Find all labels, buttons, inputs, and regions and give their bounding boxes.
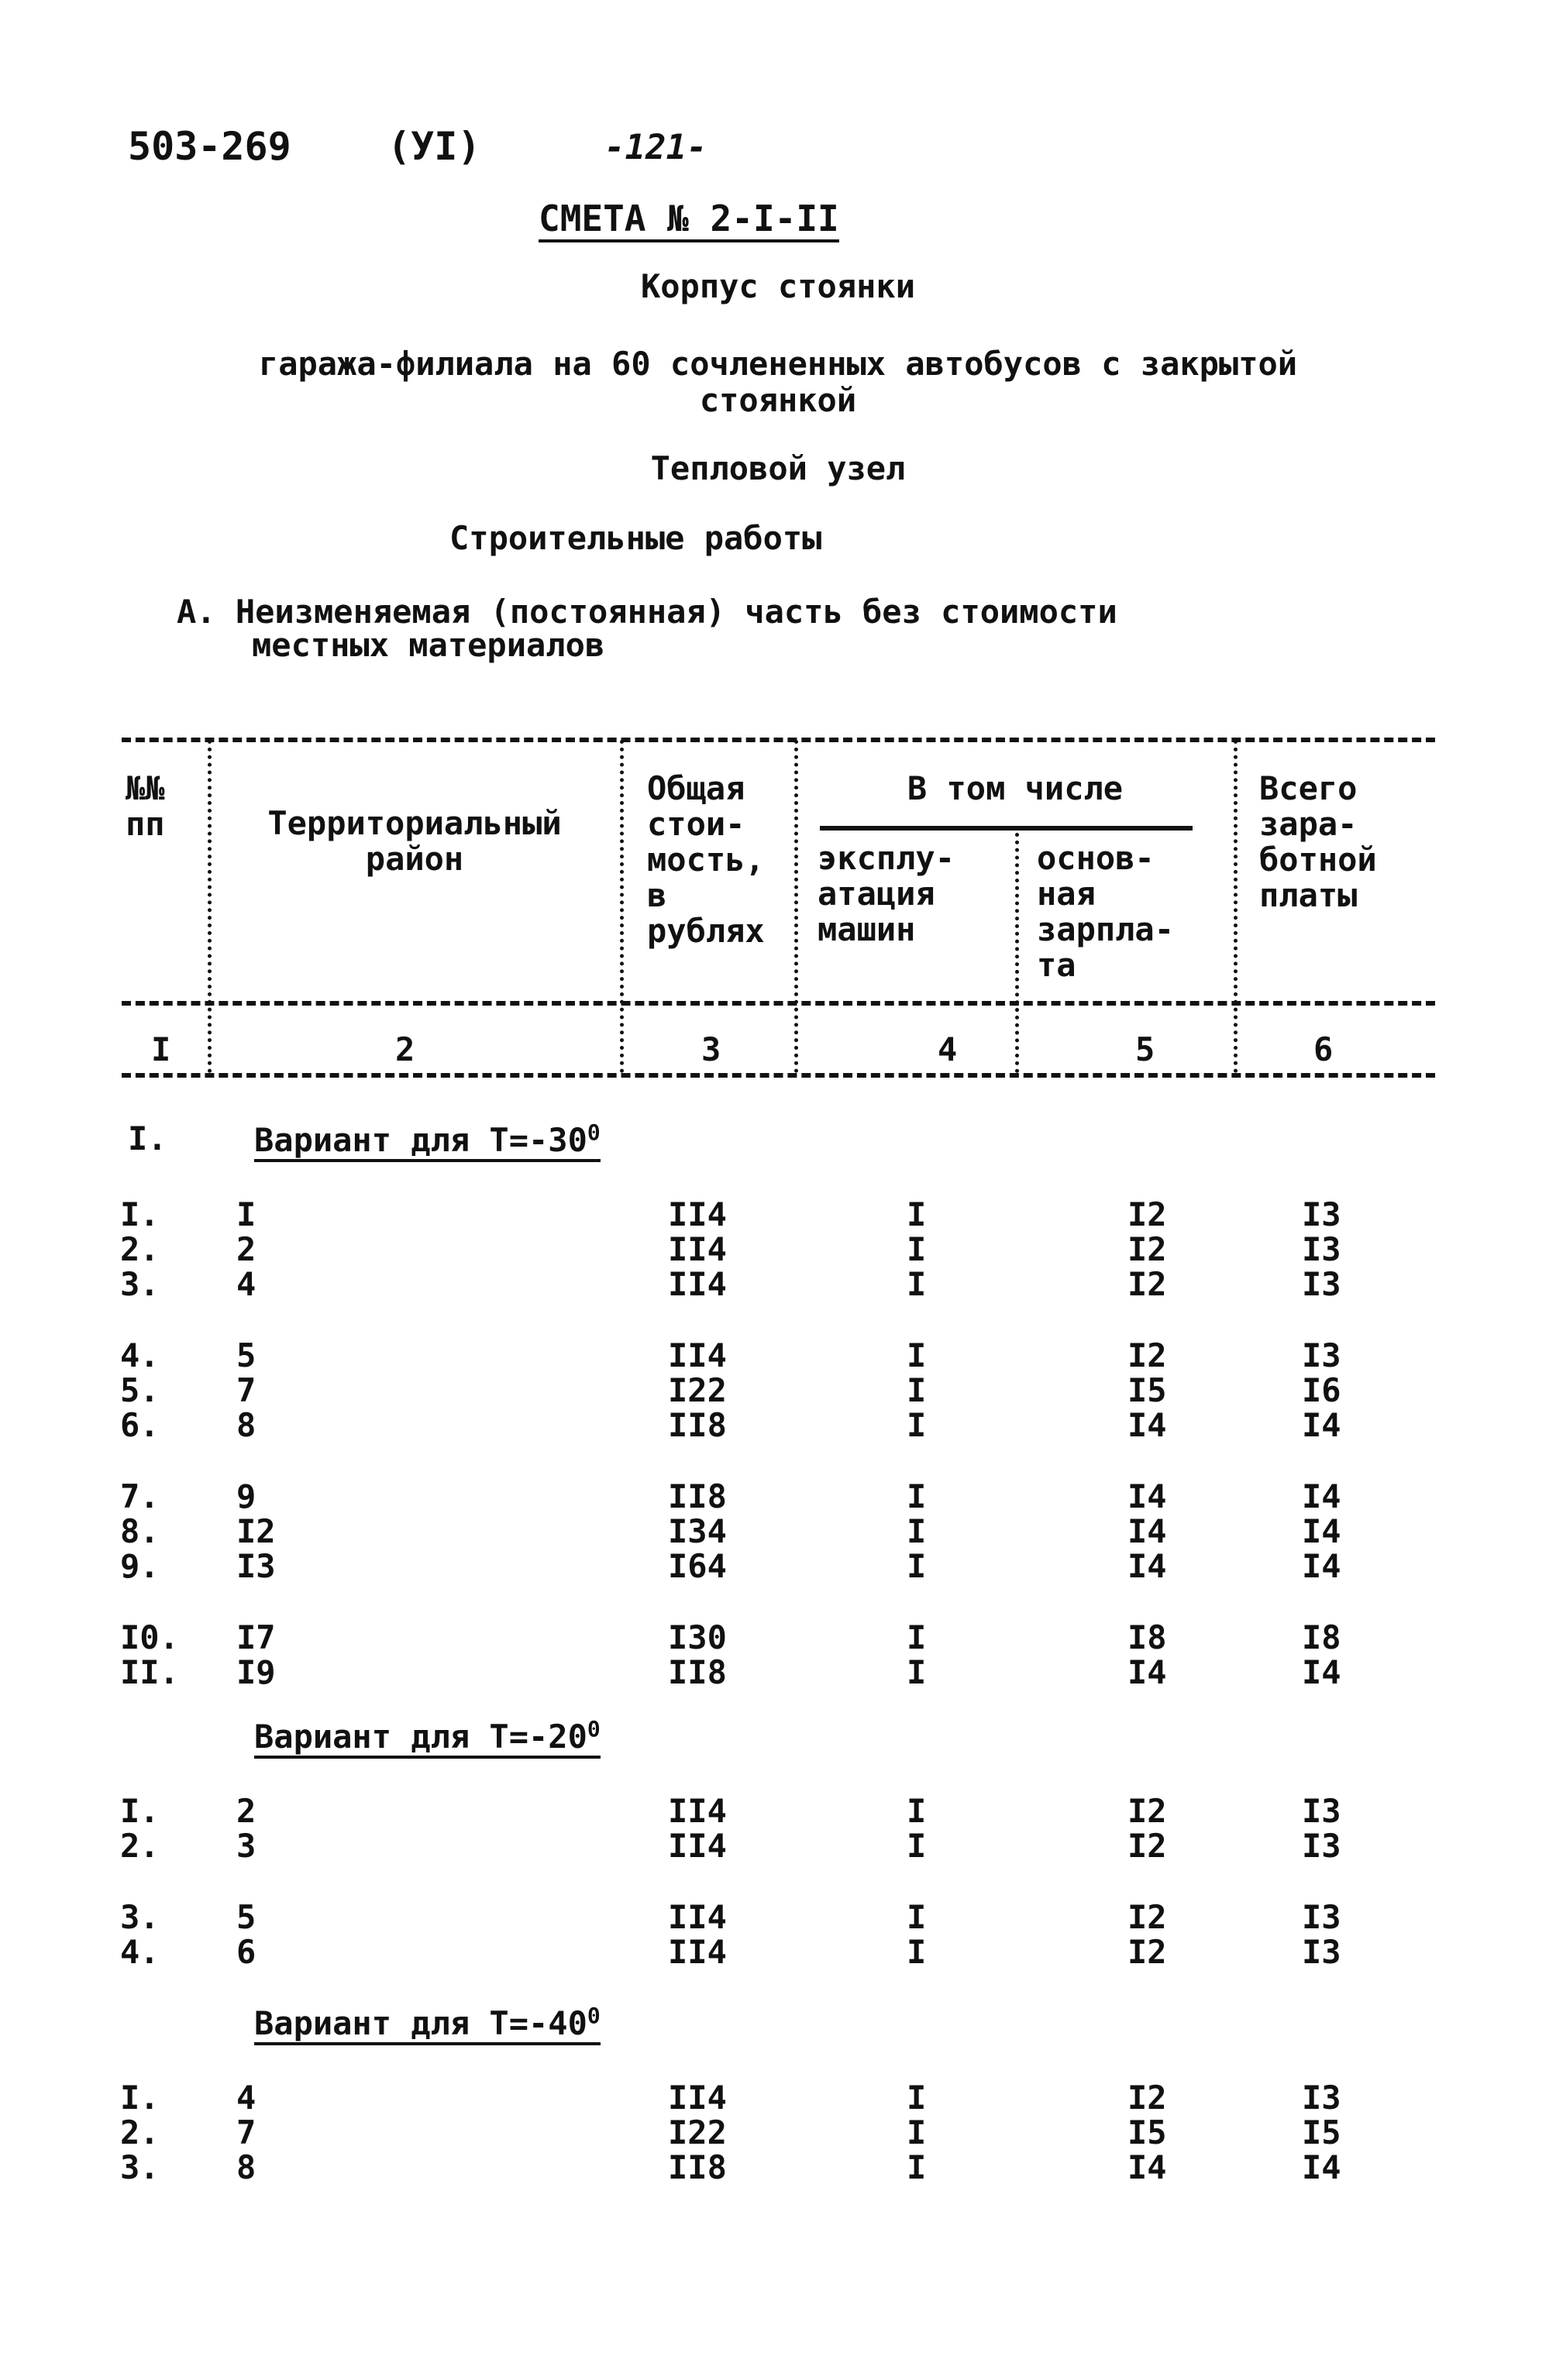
district: 8 — [236, 2148, 256, 2186]
district: 6 — [236, 1933, 256, 1971]
machines: I — [907, 1898, 927, 1936]
col-divider — [208, 740, 212, 1073]
total-cost: II8 — [668, 1406, 727, 1444]
total-wages: I6 — [1302, 1371, 1341, 1409]
wages: I8 — [1127, 1618, 1167, 1656]
header-wages: основ- ная зарпла- та — [1037, 839, 1175, 984]
variant-heading — [254, 2003, 601, 2045]
machines: I — [907, 1827, 927, 1865]
variant-label: Вариант для Т=-30 — [254, 1121, 587, 1159]
including-underline — [820, 826, 1193, 831]
total-wages: I3 — [1302, 1195, 1341, 1233]
variant-label: Вариант для Т=-40 — [254, 2004, 587, 2042]
wages: I4 — [1127, 1406, 1167, 1444]
total-wages: I4 — [1302, 1653, 1341, 1691]
wages: I2 — [1127, 1265, 1167, 1303]
machines: I — [907, 1477, 927, 1515]
header-num: №№ пп — [126, 769, 165, 843]
district: 2 — [236, 1792, 256, 1830]
wages: I4 — [1127, 1477, 1167, 1515]
row-num: I. — [120, 1195, 160, 1233]
col-divider — [620, 740, 624, 1073]
title-line-3: Тепловой узел — [650, 449, 906, 487]
total-cost: II4 — [668, 1230, 727, 1268]
district: I7 — [236, 1618, 276, 1656]
wages: I4 — [1127, 1512, 1167, 1550]
total-cost: II8 — [668, 1477, 727, 1515]
total-cost: II8 — [668, 2148, 727, 2186]
total-wages: I4 — [1302, 1547, 1341, 1585]
district: 9 — [236, 1477, 256, 1515]
wages: I2 — [1127, 1933, 1167, 1971]
machines: I — [907, 1406, 927, 1444]
estimate-title: СМЕТА № 2-I-II — [539, 198, 839, 242]
header-bottom-border — [122, 1001, 1435, 1006]
title-line-1: Корпус стоянки — [640, 267, 915, 305]
wages: I4 — [1127, 2148, 1167, 2186]
row-num: 2. — [120, 1827, 160, 1865]
wages: I2 — [1127, 1827, 1167, 1865]
title-line-2b: стоянкой — [699, 381, 857, 419]
doc-code: 503-269 — [128, 124, 291, 169]
machines: I — [907, 2079, 927, 2117]
wages: I2 — [1127, 1230, 1167, 1268]
header-district: Территориальный район — [267, 804, 562, 878]
col-divider — [1234, 740, 1238, 1073]
total-wages: I3 — [1302, 1792, 1341, 1830]
machines: I — [907, 1512, 927, 1550]
total-cost: II4 — [668, 1265, 727, 1303]
header-including: В том числе — [907, 769, 1124, 807]
row-num: I0. — [120, 1618, 179, 1656]
column-number: 3 — [701, 1030, 721, 1068]
district: 5 — [236, 1898, 256, 1936]
machines: I — [907, 1230, 927, 1268]
total-wages: I3 — [1302, 1933, 1341, 1971]
total-wages: I8 — [1302, 1618, 1341, 1656]
total-cost: I30 — [668, 1618, 727, 1656]
wages: I2 — [1127, 1336, 1167, 1374]
machines: I — [907, 1653, 927, 1691]
title-line-4: Строительные работы — [449, 519, 822, 557]
total-cost: I64 — [668, 1547, 727, 1585]
machines: I — [907, 1336, 927, 1374]
total-wages: I3 — [1302, 2079, 1341, 2117]
district: I3 — [236, 1547, 276, 1585]
total-cost: I22 — [668, 2113, 727, 2151]
variant-heading — [254, 1119, 601, 1162]
col-divider — [1015, 833, 1019, 1073]
row-num: 2. — [120, 2113, 160, 2151]
variant-heading — [254, 1716, 601, 1759]
machines: I — [907, 1265, 927, 1303]
section-number: I. — [128, 1119, 167, 1157]
total-cost: II4 — [668, 1827, 727, 1865]
row-num: I. — [120, 1792, 160, 1830]
table-top-border — [122, 738, 1435, 742]
district: 8 — [236, 1406, 256, 1444]
total-wages: I4 — [1302, 1512, 1341, 1550]
row-num: 3. — [120, 2148, 160, 2186]
total-cost: I34 — [668, 1512, 727, 1550]
row-num: 6. — [120, 1406, 160, 1444]
row-num: 9. — [120, 1547, 160, 1585]
title-line-2a: гаража-филиала на 60 сочлененных автобусов с закрытой — [258, 345, 1298, 383]
row-num: 4. — [120, 1933, 160, 1971]
total-wages: I4 — [1302, 1477, 1341, 1515]
district: I9 — [236, 1653, 276, 1691]
total-cost: I22 — [668, 1371, 727, 1409]
wages: I2 — [1127, 1792, 1167, 1830]
row-num: I. — [120, 2079, 160, 2117]
row-num: 4. — [120, 1336, 160, 1374]
wages: I2 — [1127, 2079, 1167, 2117]
total-wages: I3 — [1302, 1265, 1341, 1303]
row-num: 5. — [120, 1371, 160, 1409]
section-a-line-2: местных материалов — [252, 626, 605, 664]
total-wages: I3 — [1302, 1827, 1341, 1865]
machines: I — [907, 2113, 927, 2151]
row-num: 2. — [120, 1230, 160, 1268]
machines: I — [907, 1547, 927, 1585]
district: 7 — [236, 1371, 256, 1409]
row-num: 7. — [120, 1477, 160, 1515]
total-wages: I3 — [1302, 1898, 1341, 1936]
column-number: 2 — [395, 1030, 415, 1068]
district: 7 — [236, 2113, 256, 2151]
total-cost: II4 — [668, 1792, 727, 1830]
numbers-bottom-border — [122, 1073, 1435, 1078]
total-cost: II4 — [668, 1898, 727, 1936]
machines: I — [907, 1618, 927, 1656]
page-number: -121- — [604, 128, 707, 167]
total-cost: II4 — [668, 1933, 727, 1971]
section-a-line-1: А. Неизменяемая (постоянная) часть без стоимости — [177, 593, 1117, 631]
column-number: 6 — [1313, 1030, 1334, 1068]
total-wages: I4 — [1302, 1406, 1341, 1444]
district: 3 — [236, 1827, 256, 1865]
total-wages: I3 — [1302, 1230, 1341, 1268]
column-number: 4 — [938, 1030, 958, 1068]
total-wages: I4 — [1302, 2148, 1341, 2186]
volume-number: (УI) — [387, 124, 481, 169]
wages: I4 — [1127, 1547, 1167, 1585]
district: 5 — [236, 1336, 256, 1374]
district: 4 — [236, 1265, 256, 1303]
column-number: I — [151, 1030, 171, 1068]
total-cost: II4 — [668, 2079, 727, 2117]
machines: I — [907, 1933, 927, 1971]
district: 2 — [236, 1230, 256, 1268]
header-total-wages: Всего зара- ботной платы — [1259, 769, 1377, 914]
row-num: 8. — [120, 1512, 160, 1550]
degree-superscript: 0 — [587, 1119, 601, 1145]
row-num: 3. — [120, 1265, 160, 1303]
wages: I5 — [1127, 1371, 1167, 1409]
wages: I2 — [1127, 1898, 1167, 1936]
total-wages: I5 — [1302, 2113, 1341, 2151]
row-num: II. — [120, 1653, 179, 1691]
machines: I — [907, 1792, 927, 1830]
district: I — [236, 1195, 256, 1233]
district: 4 — [236, 2079, 256, 2117]
column-number: 5 — [1135, 1030, 1155, 1068]
row-num: 3. — [120, 1898, 160, 1936]
degree-superscript: 0 — [587, 2003, 601, 2028]
wages: I5 — [1127, 2113, 1167, 2151]
machines: I — [907, 2148, 927, 2186]
wages: I2 — [1127, 1195, 1167, 1233]
machines: I — [907, 1195, 927, 1233]
wages: I4 — [1127, 1653, 1167, 1691]
total-cost: II8 — [668, 1653, 727, 1691]
machines: I — [907, 1371, 927, 1409]
district: I2 — [236, 1512, 276, 1550]
header-total: Общая стои- мость, в рублях — [647, 769, 765, 950]
total-wages: I3 — [1302, 1336, 1341, 1374]
variant-label: Вариант для Т=-20 — [254, 1718, 587, 1756]
header-machines: эксплу- атация машин — [818, 839, 955, 948]
total-cost: II4 — [668, 1195, 727, 1233]
total-cost: II4 — [668, 1336, 727, 1374]
degree-superscript: 0 — [587, 1716, 601, 1742]
